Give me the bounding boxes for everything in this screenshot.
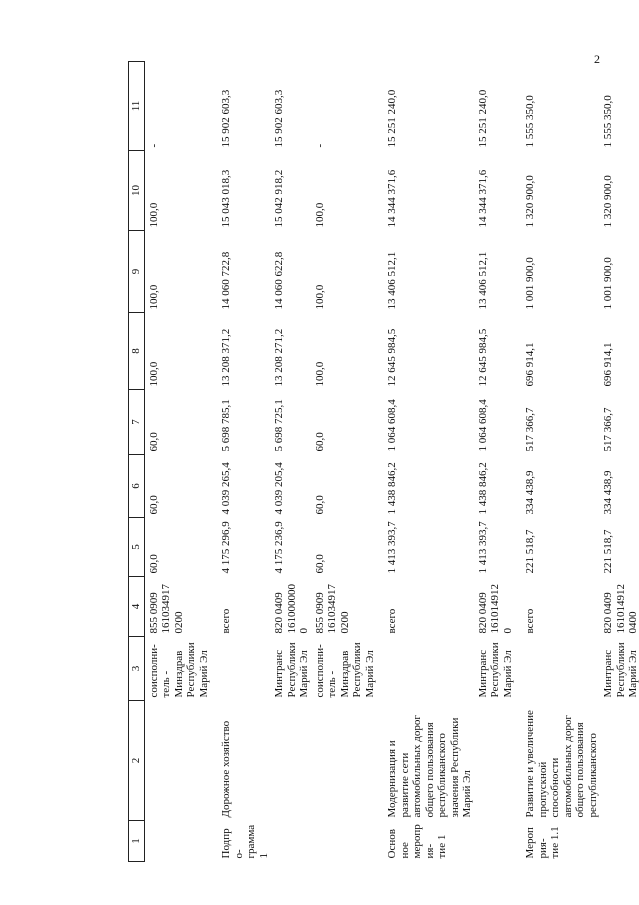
table-cell-col-7: 60,0: [147, 432, 160, 452]
table-cell-col-4: всего: [220, 608, 232, 634]
table-cell-col-1: [311, 821, 377, 862]
table-cell-col-2: [599, 701, 639, 821]
table-cell-col-4: 855 0909 161034917 0200: [147, 584, 185, 634]
table-cell-col-8: 13 208 271,2: [273, 328, 285, 387]
table-cell-col-6: 60,0: [147, 495, 160, 515]
column-header: 7: [129, 390, 145, 455]
table-cell-col-8: 100,0: [147, 361, 160, 387]
column-header: 4: [129, 577, 145, 637]
table-cell-col-9: 14 060 622,8: [273, 251, 285, 310]
table-cell-col-2: Дорожное хозяйство: [220, 720, 232, 818]
table-cell-col-6: 1 438 846,2: [386, 462, 398, 515]
table-body: [144, 62, 639, 862]
table-cell-col-4: 855 0909 161034917 0200: [313, 584, 351, 634]
column-header: 3: [129, 637, 145, 701]
table-cell-col-10: 14 344 371,6: [476, 169, 489, 228]
table-cell-col-2: Модернизация и развитие сети автомобильных дорог общего пользования республиканского значения Республики Марий Эл: [386, 715, 473, 818]
table-cell-col-10: 100,0: [147, 202, 160, 228]
table-row: [599, 62, 639, 862]
column-number-row: [129, 62, 145, 862]
table-cell-col-9: 100,0: [313, 284, 326, 310]
table-cell-col-3: [514, 637, 599, 701]
column-header: 10: [129, 151, 145, 231]
table-cell-col-10: 15 043 018,3: [220, 169, 232, 228]
column-header: 11: [129, 62, 145, 151]
table-cell-col-7: 5 698 725,1: [273, 399, 285, 452]
column-header: 8: [129, 313, 145, 390]
column-header: 6: [129, 455, 145, 518]
table-cell-col-3: Минтранс Республики Марий Эл: [273, 642, 310, 698]
table-cell-col-3: соисполни- тель - Минздрав Республики Марий Эл: [147, 642, 210, 698]
table-cell-col-4: 820 0409 1610000000: [273, 584, 310, 634]
table-cell-col-1: Подпро- грамма 1: [220, 824, 270, 859]
table-cell-col-6: 334 438,9: [602, 470, 614, 515]
table-cell-col-4: 820 0409 161014912 0: [476, 584, 514, 634]
column-header: 1: [129, 821, 145, 862]
table-cell-col-10: 1 320 900,0: [524, 175, 536, 228]
table-cell-col-8: 13 208 371,2: [220, 328, 232, 387]
table-cell-col-11: -: [147, 143, 160, 148]
table-row: [474, 62, 515, 862]
table-cell-col-5: 221 518,7: [602, 529, 614, 574]
table-cell-col-5: 4 175 236,9: [273, 521, 285, 574]
table-cell-col-9: 100,0: [147, 284, 160, 310]
table-row: [210, 62, 270, 862]
table-cell-col-9: 1 001 900,0: [602, 257, 614, 310]
table-cell-col-2: Развитие и увеличение пропускной способности автомобильных дорог общего пользования республиканского: [524, 710, 599, 818]
table-row: [514, 62, 599, 862]
table-cell-col-11: 15 902 603,3: [220, 89, 232, 148]
table-cell-col-11: 15 251 240,0: [386, 89, 398, 148]
table-cell-col-7: 1 064 608,4: [386, 399, 398, 452]
table-cell-col-7: 1 064 608,4: [476, 399, 489, 452]
table-cell-col-11: 15 251 240,0: [476, 89, 489, 148]
table-cell-col-9: 13 406 512,1: [476, 251, 489, 310]
table-cell-col-1: Мероприя- тие 1.1: [524, 826, 561, 859]
table-cell-col-9: 13 406 512,1: [386, 251, 398, 310]
column-header: 2: [129, 701, 145, 821]
table-cell-col-3: соисполни- тель - Минздрав Республики Марий Эл: [313, 642, 376, 698]
table-cell-col-5: 1 413 393,7: [386, 521, 398, 574]
table-cell-col-2: [270, 701, 311, 821]
table-cell-col-11: 15 902 603,3: [273, 89, 285, 148]
table-cell-col-8: 12 645 984,5: [476, 328, 489, 387]
table-cell-col-8: 696 914,1: [602, 342, 614, 387]
table-cell-col-11: 1 555 350,0: [524, 95, 536, 148]
table-row: [144, 62, 210, 862]
table-cell-col-2: [311, 701, 377, 821]
table-cell-col-7: 5 698 785,1: [220, 399, 232, 452]
table-cell-col-11: -: [313, 143, 326, 148]
rotated-table-container: [128, 62, 639, 862]
table-cell-col-5: 4 175 296,9: [220, 521, 232, 574]
table-cell-col-3: Минтранс Республики Марий Эл: [602, 642, 639, 698]
table-cell-col-6: 4 039 265,4: [220, 462, 232, 515]
table-cell-col-11: 1 555 350,0: [602, 95, 614, 148]
table-cell-col-4: всего: [386, 608, 398, 634]
table-cell-col-6: 334 438,9: [524, 470, 536, 515]
table-cell-col-5: 60,0: [147, 554, 160, 574]
table-row: [311, 62, 377, 862]
table-cell-col-1: [270, 821, 311, 862]
table-cell-col-7: 60,0: [313, 432, 326, 452]
column-header: 5: [129, 518, 145, 577]
table-cell-col-9: 1 001 900,0: [524, 257, 536, 310]
page-number: 2: [594, 52, 600, 66]
table-cell-col-3: Минтранс Республики Марий Эл: [476, 642, 514, 698]
budget-table: [128, 61, 639, 862]
table-cell-col-1: Основное мероприя- тие 1: [386, 824, 448, 859]
table-cell-col-8: 12 645 984,5: [386, 328, 398, 387]
table-cell-col-9: 14 060 722,8: [220, 251, 232, 310]
table-cell-col-4: 820 0409 161014912 0400: [602, 584, 639, 634]
table-cell-col-8: 696 914,1: [524, 342, 536, 387]
table-cell-col-1: [144, 821, 210, 862]
table-cell-col-5: 60,0: [313, 554, 326, 574]
table-cell-col-5: 221 518,7: [524, 529, 536, 574]
table-cell-col-6: 1 438 846,2: [476, 462, 489, 515]
table-cell-col-3: [210, 637, 270, 701]
table-row: [376, 62, 474, 862]
table-cell-col-7: 517 366,7: [524, 407, 536, 452]
table-row: [270, 62, 311, 862]
table-cell-col-8: 100,0: [313, 361, 326, 387]
table-cell-col-10: 15 042 918,2: [273, 169, 285, 228]
table-cell-col-10: 100,0: [313, 202, 326, 228]
table-cell-col-6: 60,0: [313, 495, 326, 515]
table-cell-col-1: [474, 821, 515, 862]
table-cell-col-5: 1 413 393,7: [476, 521, 489, 574]
table-cell-col-2: [144, 701, 210, 821]
table-cell-col-4: всего: [524, 608, 536, 634]
table-cell-col-10: 14 344 371,6: [386, 169, 398, 228]
table-cell-col-3: [376, 637, 474, 701]
table-cell-col-1: [599, 821, 639, 862]
column-header: 9: [129, 231, 145, 313]
table-cell-col-6: 4 039 205,4: [273, 462, 285, 515]
table-cell-col-2: [474, 701, 515, 821]
table-cell-col-7: 517 366,7: [602, 407, 614, 452]
table-cell-col-10: 1 320 900,0: [602, 175, 614, 228]
